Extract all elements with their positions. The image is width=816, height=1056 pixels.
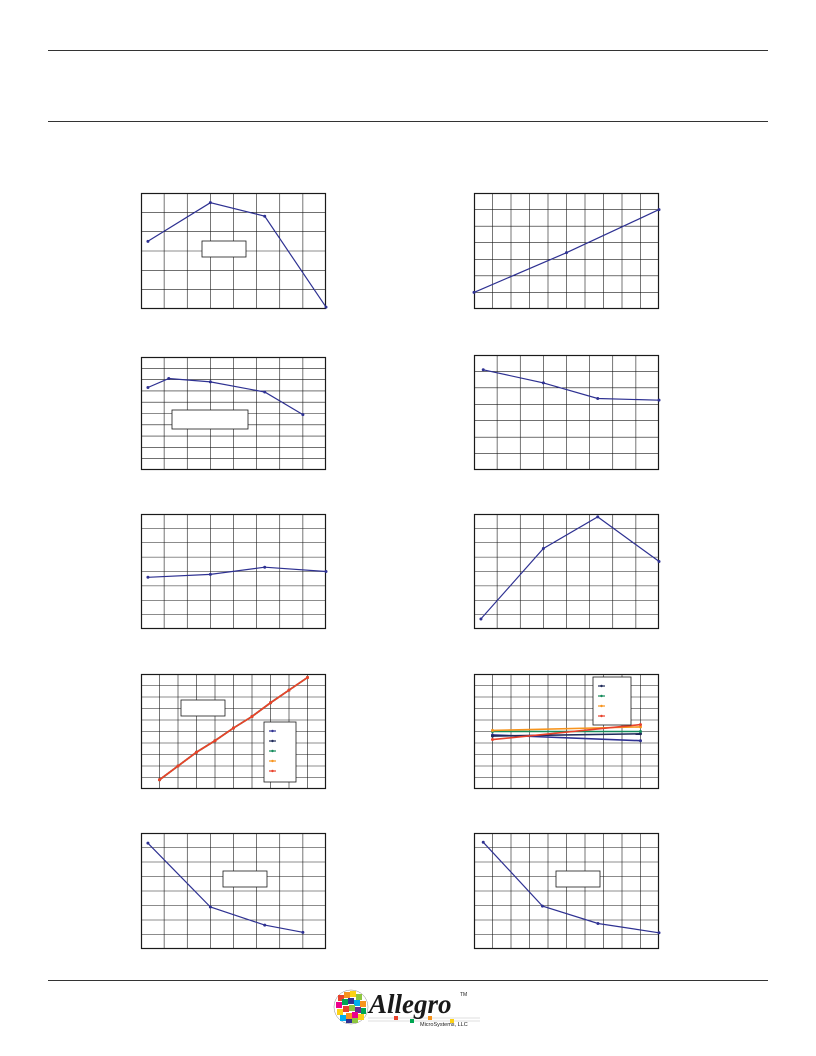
header-rule-bottom	[48, 121, 768, 122]
data-point	[301, 413, 304, 416]
legend-marker	[600, 685, 602, 687]
legend-marker	[600, 715, 602, 717]
data-point	[306, 676, 309, 679]
chart-8	[474, 674, 659, 789]
chart-9	[141, 833, 326, 949]
data-point	[325, 306, 328, 309]
data-point	[473, 291, 476, 294]
data-point	[209, 201, 212, 204]
allegro-logo-mark	[332, 986, 484, 1028]
data-point	[542, 547, 545, 550]
data-point	[491, 729, 494, 732]
data-point	[269, 701, 272, 704]
data-point	[541, 905, 544, 908]
data-point	[639, 723, 642, 726]
chart-1	[141, 193, 326, 309]
data-point	[177, 765, 180, 768]
legend-box	[593, 677, 631, 725]
data-point	[167, 377, 170, 380]
logo-tm: TM	[460, 992, 468, 998]
chart-6	[474, 514, 659, 629]
allegro-logo	[332, 986, 484, 1028]
data-point	[658, 208, 661, 211]
data-point	[491, 738, 494, 741]
data-point	[301, 931, 304, 934]
data-point	[263, 566, 266, 569]
legend-marker	[271, 740, 273, 742]
legend-marker	[600, 695, 602, 697]
data-point	[263, 391, 266, 394]
data-point	[639, 739, 642, 742]
annotation-box	[556, 871, 600, 887]
footer-rule	[48, 980, 768, 981]
legend-marker	[271, 760, 273, 762]
data-point	[251, 715, 254, 718]
data-point	[232, 727, 235, 730]
legend-marker	[600, 705, 602, 707]
annotation-box	[202, 241, 246, 257]
data-point	[596, 922, 599, 925]
logo-subtitle: MicroSystems, LLC	[420, 1022, 468, 1028]
data-point	[209, 573, 212, 576]
data-point	[146, 386, 149, 389]
data-point	[658, 399, 661, 402]
chart-7	[141, 674, 326, 789]
data-point	[146, 842, 149, 845]
chart-4	[474, 355, 659, 470]
data-point	[639, 730, 642, 733]
data-point	[209, 380, 212, 383]
data-point	[146, 576, 149, 579]
data-point	[658, 560, 661, 563]
logo-wordmark: Allegro	[369, 989, 452, 1019]
data-point	[596, 515, 599, 518]
data-point	[146, 240, 149, 243]
chart-3	[141, 357, 326, 470]
data-point	[209, 905, 212, 908]
annotation-box	[172, 410, 248, 429]
data-point	[479, 617, 482, 620]
annotation-box	[181, 700, 225, 716]
data-point	[214, 739, 217, 742]
logo-mosaic-icon	[334, 990, 368, 1024]
chart-2	[474, 193, 659, 309]
data-point	[482, 368, 485, 371]
data-point	[565, 251, 568, 254]
data-point	[542, 381, 545, 384]
legend-marker	[271, 750, 273, 752]
data-point	[263, 215, 266, 218]
data-point	[658, 931, 661, 934]
legend-marker	[271, 770, 273, 772]
legend-box	[264, 722, 296, 782]
data-point	[195, 751, 198, 754]
data-point	[491, 735, 494, 738]
chart-5	[141, 514, 326, 629]
chart-10	[474, 833, 659, 949]
annotation-box	[223, 871, 267, 887]
header-rule-top	[48, 50, 768, 51]
data-point	[482, 841, 485, 844]
data-point	[288, 689, 291, 692]
legend-marker	[271, 730, 273, 732]
data-point	[596, 397, 599, 400]
data-point	[325, 570, 328, 573]
data-point	[158, 778, 161, 781]
data-point	[263, 924, 266, 927]
